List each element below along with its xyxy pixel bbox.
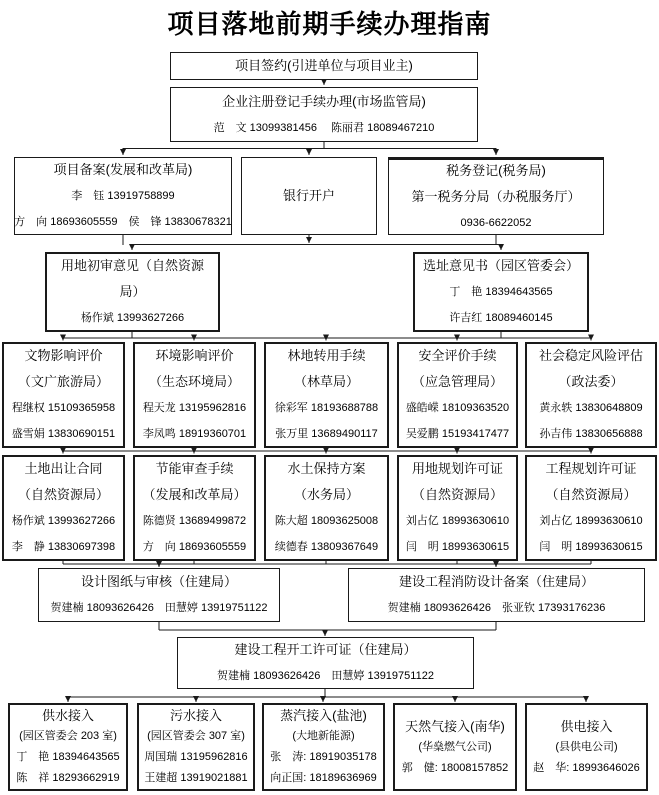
node-engineering-planning-permit [525,455,657,561]
node-contact: 方 向 18693605559 侯 锋 13830678321 [14,216,232,228]
node-contact: 贺建楠 18093626426 田慧婷 13919751122 [50,602,268,614]
node-contact: 吴爱鹏 15193417477 [405,428,510,440]
node-title: 安全评价手续 [418,348,497,363]
node-design-drawings-review [38,568,280,622]
node-contact: 盛雪娟 13830690151 [11,428,116,440]
node-title: 社会稳定风险评估 [538,348,643,363]
node-org: (县供电公司) [555,740,618,753]
node-title: 选址意见书（园区管委会） [422,258,579,273]
node-company-registration [170,87,478,142]
node-org: (华燊燃气公司) [418,740,492,753]
node-title: 环境影响评价 [155,348,234,363]
node-contact: 盛皓嵘 18109363520 [405,402,510,414]
node-contact: 李 静 13830697398 [11,541,116,553]
node-org: （自然资源局） [17,487,109,502]
node-natural-gas-access [393,703,517,791]
node-construction-start-permit [177,637,474,689]
node-contact: 李 钰 13919758899 [71,190,175,202]
node-contact: 许吉红 18089460145 [449,312,553,324]
node-contact: 张 涛: 18919035178 [270,751,377,763]
node-project-filing [14,157,232,235]
node-contact: 徐彩军 18193688788 [274,402,379,414]
node-org: （政法委） [558,374,624,389]
node-title: 土地出让合同 [24,461,103,476]
node-title: 工程规划许可证 [545,461,637,476]
node-contact: 程天龙 13195962816 [142,402,247,414]
node-energy-conservation-review [133,455,256,561]
node-contact: 刘占亿 18993630610 [405,515,510,527]
node-org: （自然资源局） [545,487,637,502]
node-title: 银行开户 [282,188,335,203]
node-fire-design-filing [348,568,645,622]
node-title: 蒸汽接入(盐池) [280,708,367,723]
node-title: 文物影响评价 [24,348,103,363]
node-contact: 陈 祥 18293662919 [16,772,120,784]
node-contact: 程继权 15109365958 [11,402,116,414]
node-title: 供电接入 [560,718,613,734]
node-title: 供水接入 [41,708,94,723]
node-contact: 郭 健: 18008157852 [401,761,509,774]
node-tax-registration [388,157,604,235]
node-site-selection-opinion [413,252,589,332]
node-contact: 张万里 13689490117 [275,428,378,440]
node-contact: 陈大超 18093625008 [274,515,379,527]
node-contact: 方 向 18693605559 [142,541,247,553]
node-title: 天然气接入(南华) [405,718,505,734]
node-contact: 孙吉伟 13830656888 [539,428,643,440]
node-land-planning-permit [397,455,518,561]
node-title: 设计图纸与审核（住建局） [80,574,237,589]
node-title: 税务登记(税务局) [446,163,546,178]
node-steam-access [262,703,385,791]
node-contact: 范 文 13099381456 陈丽君 18089467210 [213,121,435,134]
node-contact: 陈德贤 13689499872 [142,515,247,527]
node-land-preliminary-review [45,252,220,332]
node-contact: 0936-6622052 [460,217,532,229]
node-org: （应急管理局） [411,374,503,389]
node-contact: 贺建楠 18093626426 田慧婷 13919751122 [217,670,434,682]
node-contact: 赵 华: 18993646026 [533,761,640,774]
node-contact: 续德春 13809367649 [274,541,379,553]
node-power-supply-access [525,703,648,791]
node-contact: 杨作斌 13993627266 [11,515,116,527]
node-title: 局） [119,284,146,299]
node-org: （林草局） [293,374,359,389]
node-title: 企业注册登记手续办理(市场监管局) [222,93,426,109]
node-contact: 王建超 13919021881 [144,772,248,784]
node-org: （生态环境局） [148,374,240,389]
node-contact: 闫 明 18993630615 [405,541,510,553]
node-contact: 刘占亿 18993630610 [539,515,643,527]
node-org: 第一税务分局（办税服务厅） [411,189,581,204]
node-title: 污水接入 [169,708,222,723]
node-title: 用地规划许可证 [411,461,503,476]
node-water-soil-conservation [264,455,389,561]
node-contact: 丁 艳 18394643565 [449,286,553,298]
node-org: （水务局） [293,487,359,502]
node-bank-account [241,157,377,235]
node-org: (园区管委会 203 室) [19,730,117,742]
node-contact: 丁 艳 18394643565 [16,751,120,763]
node-contact: 黄永轶 13830648809 [539,402,643,414]
node-land-transfer-contract [2,455,125,561]
node-title: 水土保持方案 [287,461,366,476]
node-org: (园区管委会 307 室) [147,730,245,742]
node-water-supply-access [8,703,128,791]
node-title: 林地转用手续 [287,348,366,363]
node-contact: 向正国: 18189636969 [270,772,377,784]
node-title: 项目签约(引进单位与项目业主) [235,58,413,73]
node-title: 节能审查手续 [155,461,234,476]
node-project-signing [170,52,478,80]
node-contact: 贺建楠 18093626426 张亚钦 17393176236 [387,602,606,614]
node-title: 项目备案(发展和改革局) [53,162,193,177]
node-environment-impact-assessment [133,342,256,448]
node-contact: 闫 明 18993630615 [539,541,643,553]
node-sewage-access [137,703,255,791]
node-contact: 杨作斌 13993627266 [80,312,185,324]
node-contact: 李凤鸣 18919360701 [142,428,247,440]
node-contact: 周国瑞 13195962816 [144,751,248,763]
node-title: 建设工程开工许可证（住建局） [234,642,417,657]
node-title: 建设工程消防设计备案（住建局） [398,574,594,589]
node-forest-land-conversion [264,342,389,448]
node-social-stability-risk [525,342,657,448]
node-relic-impact-assessment [2,342,125,448]
node-org: （自然资源局） [411,487,503,502]
node-org: (大地新能源) [292,730,355,742]
node-org: （发展和改革局） [142,487,247,502]
page-title: 项目落地前期手续办理指南 [167,9,492,39]
node-org: （文广旅游局） [17,374,109,389]
node-safety-evaluation [397,342,518,448]
node-title: 用地初审意见（自然资源 [60,258,204,273]
